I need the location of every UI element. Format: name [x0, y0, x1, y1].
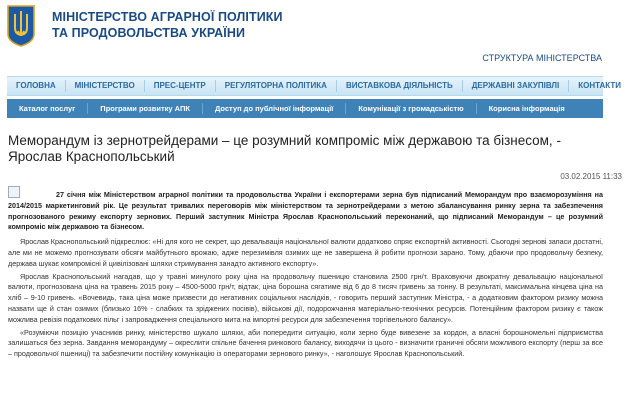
subnav-item-useful-info[interactable]: Корисна інформація — [488, 104, 565, 113]
nav-item-regulatory-policy[interactable]: РЕГУЛЯТОРНА ПОЛІТИКА — [216, 80, 337, 92]
trident-emblem-icon[interactable] — [6, 4, 36, 48]
article-title: Меморандум із зернотрейдерами – це розумний компроміс між державою та бізнесом, - Ярослав Краснопольський — [8, 133, 561, 164]
article-paragraph: Ярослав Краснопольський нагадав, що у травні минулого року ціна на продовольчу пшеницю становила 2500 грн/т. Враховуючи двократну девальвацію національної валюти, прогнозована ціна на травень 2015 року – 4500-5000 грн/т, відтак, ціна борошна сягатиме від 6 до 8 тисяч гривень за тонну. В результаті, максимальна кінцева ціна на хліб – 9-10 гривень. «Вочевидь, така ціна може призвести до негативних соціальних наслідків, - говорить перший заступник Міністра, - а додатковим фактором ризику можна назвати ще й стан озимих (близько 16% - слабких та зріджених посівів), військові дії, подорожчання матеріально-технічних ресурсів. Потенційним фактором ризику є також можлива ревізія податкових пільг і запровадження спеціального мита на імпортні ресурси для забезпечення торгівельного балансу». — [8, 271, 603, 324]
main-navigation — [7, 76, 621, 96]
nav-item-press-center[interactable]: ПРЕС-ЦЕНТР — [145, 80, 216, 92]
sub-navigation — [7, 99, 603, 118]
subnav-item-public-info[interactable]: Доступ до публічної інформації — [203, 103, 346, 114]
nav-item-contacts[interactable]: КОНТАКТИ — [578, 81, 621, 90]
ministry-name-line2: ТА ПРОДОВОЛЬСТВА УКРАЇНИ — [52, 26, 246, 40]
subnav-item-communications[interactable]: Комунікації з громадськістю — [346, 103, 476, 114]
subnav-item-services[interactable]: Каталог послуг — [7, 103, 88, 114]
nav-item-exhibitions[interactable]: ВИСТАВКОВА ДІЯЛЬНІСТЬ — [337, 80, 463, 92]
nav-item-home[interactable]: ГОЛОВНА — [7, 80, 66, 92]
article-date: 03.02.2015 11:33 — [560, 172, 622, 181]
nav-item-ministry[interactable]: МІНІСТЕРСТВО — [66, 80, 145, 92]
ministry-name-line1: МІНІСТЕРСТВО АГРАРНОЇ ПОЛІТИКИ — [52, 10, 283, 24]
subnav-item-programs[interactable]: Програми розвитку АПК — [88, 103, 203, 114]
ministry-name[interactable] — [52, 9, 283, 41]
structure-link[interactable]: СТРУКТУРА МІНІСТЕРСТВА — [482, 53, 602, 63]
article-paragraph: Ярослав Краснопольський підкреслює: «Ні для кого не секрет, що девальвація національної валюти додатково спряє експортній активності. Сьогодні зернові запаси достатні, але ми не можемо прогнозувати обсяги майбутнього врожаю, адже перезимівля озимих ще не завершена й робити прогнози зарано. Тому, дбаючи про продовольчу безпеку, держава шукає компромісні й цивілізовані шляхи стримування занадто активного експорту». — [8, 237, 603, 268]
article-body — [8, 190, 603, 362]
article-paragraph: «Розуміючи позицію учасників ринку, міністерство шукало шляхи, аби попередити ситуацію, коли зерно буде вивезене за кордон, а власні борошномельні підприємства залишаться без зерна. Завдання меморандуму – окреслити спільне бачення ринкового балансу, виходячи із цього - визначити граничні обсяги можливого експорту (перш за все – продовольчої пшениці) та забезпечити постійну комунікацію із операторами зернового ринку», - наголошує Ярослав Краснопольський. — [8, 327, 603, 359]
article-lead: 27 січня між Міністерством аграрної політики та продовольства України і експортерами зерна був підписаний Меморандум про взаєморозуміння на 2014/2015 маркетинговий рік. Це результат тривалих переговорів між міністерством та зернотрейдерами з метою збалансування ринку зерна та забезпечення прогнозованого режиму експорту зернових. Перший заступник Міністра Ярослав Краснопольський переконаний, що підписаний Меморандум – це розумний компроміс між державою та бізнесом. — [8, 190, 603, 232]
site-header — [0, 0, 610, 70]
nav-item-procurement[interactable]: ДЕРЖАВНІ ЗАКУПІВЛІ — [463, 80, 570, 92]
